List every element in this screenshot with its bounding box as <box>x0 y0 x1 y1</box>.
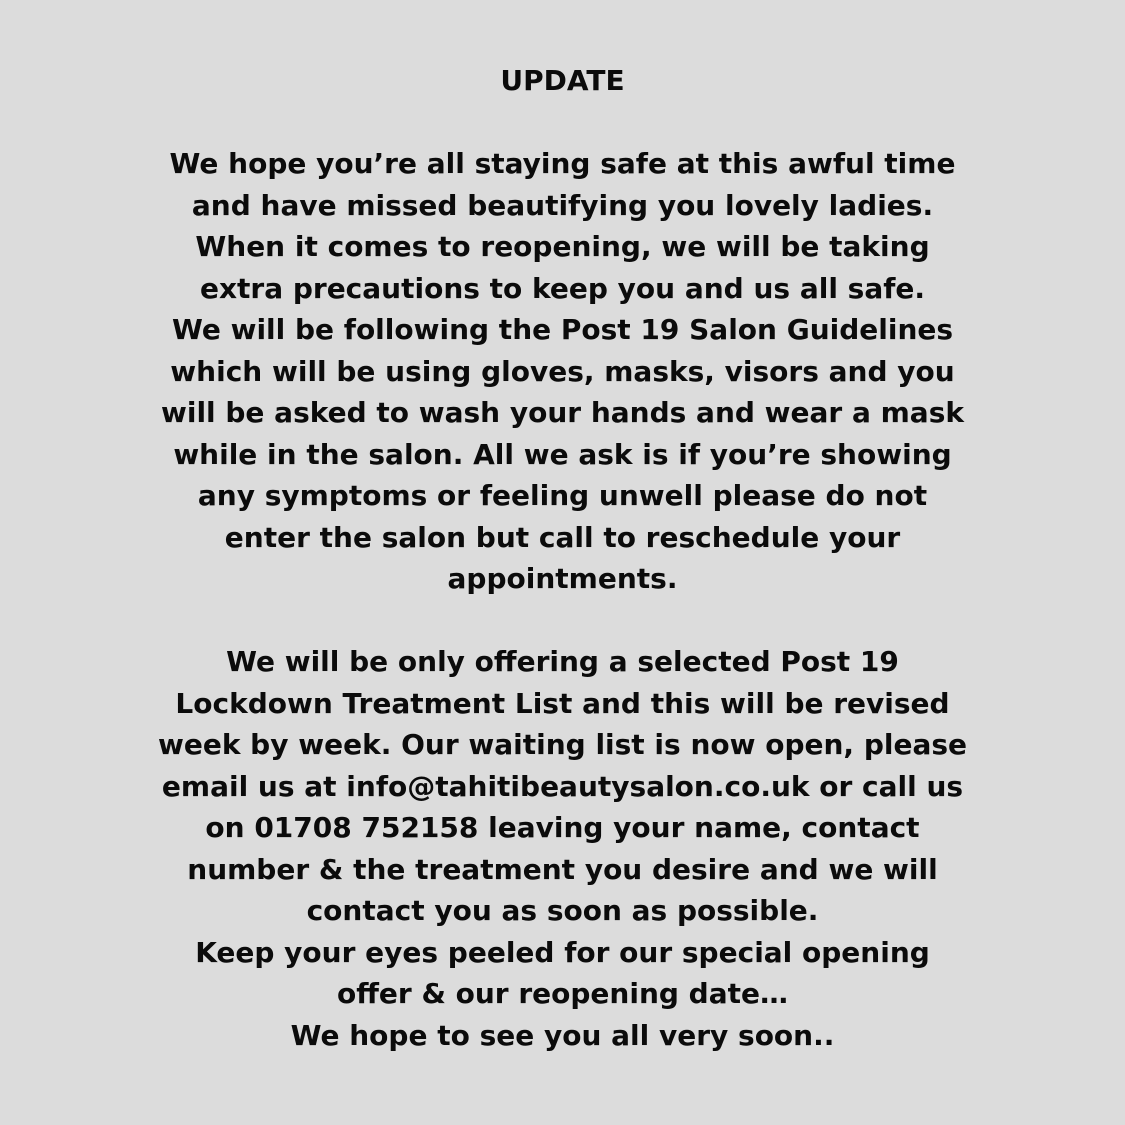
text-line: email us at info@tahitibeautysalon.co.uk or call us <box>161 769 964 803</box>
text-line: offer & our reopening date… <box>337 977 788 1010</box>
paragraph-safety <box>0 143 1125 600</box>
text-line: while in the salon. All we ask is if you’re showing <box>173 437 952 471</box>
update-notice <box>0 60 1125 1056</box>
text-line: We will be only offering a selected Post 19 <box>226 645 899 678</box>
text-line: We hope you’re all staying safe at this awful time <box>169 147 956 180</box>
text-line: Keep your eyes peeled for our special opening <box>195 935 930 969</box>
text-line: on 01708 752158 leaving your name, contact <box>205 811 920 844</box>
text-line: Lockdown Treatment List and this will be revised <box>175 686 950 720</box>
text-line: will be asked to wash your hands and wear a mask <box>160 396 964 429</box>
text-line: which will be using gloves, masks, visors and you <box>170 354 955 388</box>
text-line: any symptoms or feeling unwell please do not <box>197 479 928 512</box>
text-line: extra precautions to keep you and us all safe. <box>199 271 926 305</box>
text-line: appointments. <box>447 562 678 595</box>
notice-title: UPDATE <box>500 64 625 97</box>
paragraph-waiting-list <box>0 641 1125 1056</box>
text-line: contact you as soon as possible. <box>306 894 819 927</box>
text-line: week by week. Our waiting list is now open, please <box>157 728 968 761</box>
text-line: enter the salon but call to reschedule your <box>224 520 901 554</box>
text-line: When it comes to reopening, we will be taking <box>195 230 930 263</box>
text-line: and have missed beautifying you lovely ladies. <box>191 188 934 222</box>
text-line: We hope to see you all very soon.. <box>290 1018 835 1052</box>
text-line: number & the treatment you desire and we will <box>187 852 938 886</box>
text-line: We will be following the Post 19 Salon Guidelines <box>171 313 954 346</box>
paragraph-spacer <box>0 600 1125 642</box>
